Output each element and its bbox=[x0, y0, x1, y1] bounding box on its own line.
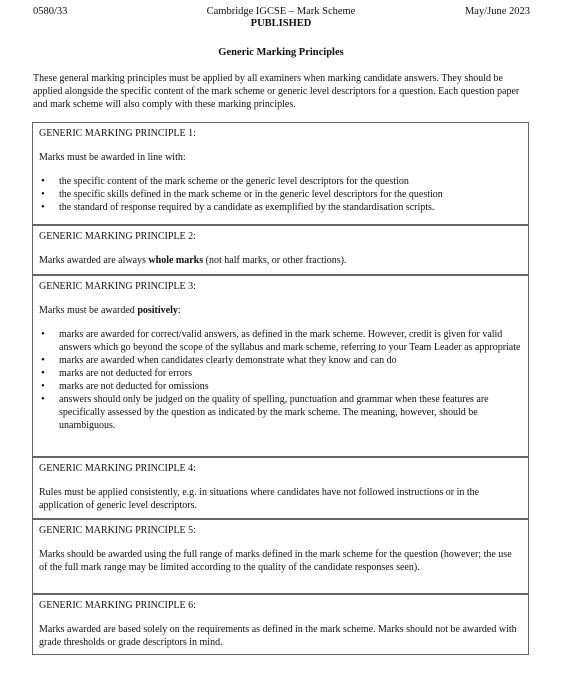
principle-5-heading: GENERIC MARKING PRINCIPLE 5: bbox=[39, 525, 196, 536]
principle-3-heading: GENERIC MARKING PRINCIPLE 3: bbox=[39, 281, 196, 292]
principle-6-heading: GENERIC MARKING PRINCIPLE 6: bbox=[39, 600, 196, 611]
principle-2-heading: GENERIC MARKING PRINCIPLE 2: bbox=[39, 231, 196, 242]
list-item: • the specific content of the mark scheme or the generic level descriptors for the question bbox=[41, 175, 409, 187]
list-item: • marks are awarded when candidates clearly demonstrate what they know and can do bbox=[41, 354, 397, 366]
list-item: • marks are not deducted for omissions bbox=[41, 380, 209, 392]
principle-1-heading: GENERIC MARKING PRINCIPLE 1: bbox=[39, 128, 196, 139]
header-title: Cambridge IGCSE – Mark Scheme bbox=[206, 6, 356, 17]
principle-1-box bbox=[32, 122, 529, 225]
bullet-icon: • bbox=[41, 393, 45, 405]
principle-4-box bbox=[32, 457, 529, 519]
header-published: PUBLISHED bbox=[250, 18, 312, 29]
bullet-icon: • bbox=[41, 201, 45, 213]
principle-5-text: Marks should be awarded using the full range of marks defined in the mark scheme for the question (however; the use of the full mark range may be limited according to the quality of the candidate responses seen). bbox=[39, 549, 512, 573]
principle-4-heading: GENERIC MARKING PRINCIPLE 4: bbox=[39, 463, 196, 474]
list-item: • the specific skills defined in the mark scheme or in the generic level descriptors for the question bbox=[41, 188, 443, 200]
principle-4-text: Rules must be applied consistently, e.g. in situations where candidates have not followed instructions or in the application of generic level descriptors. bbox=[39, 487, 480, 511]
list-item: • marks are awarded for correct/valid answers, as defined in the mark scheme. However, credit is given for valid answers which go beyond the scope of the syllabus and mark scheme, referring to your Team Leader as appropriate bbox=[41, 328, 521, 353]
principle-2-text: Marks awarded are always whole marks (not half marks, or other fractions). bbox=[39, 255, 347, 266]
bullet-icon: • bbox=[41, 188, 45, 200]
principle-5-box bbox=[32, 519, 529, 594]
list-item: • answers should only be judged on the quality of spelling, punctuation and grammar when these features are specifically assessed by the question as indicated by the mark scheme. The meaning, however, should be unambiguous. bbox=[41, 393, 489, 431]
principle-1-bullets bbox=[39, 175, 522, 214]
bullet-icon: • bbox=[41, 367, 45, 379]
principle-3-box bbox=[32, 275, 529, 457]
bullet-icon: • bbox=[41, 354, 45, 366]
principle-3-bullets bbox=[39, 328, 522, 432]
list-item: • the standard of response required by a candidate as exemplified by the standardisation scripts. bbox=[41, 201, 435, 213]
page-title: Generic Marking Principles bbox=[218, 47, 344, 58]
bullet-icon: • bbox=[41, 328, 45, 340]
intro-paragraph: These general marking principles must be applied by all examiners when marking candidate answers. They should be applied alongside the specific content of the mark scheme or generic level descriptors for a question. Each question paper and mark scheme will also comply with these marking principles. bbox=[33, 73, 520, 110]
exam-session: May/June 2023 bbox=[464, 6, 530, 17]
paper-code: 0580/33 bbox=[33, 6, 68, 17]
list-item: • marks are not deducted for errors bbox=[41, 367, 192, 379]
principle-2-box bbox=[32, 225, 529, 275]
principle-6-box bbox=[32, 594, 529, 655]
principle-1-text: Marks must be awarded in line with: bbox=[39, 152, 186, 163]
principle-6-text: Marks awarded are based solely on the requirements as defined in the mark scheme. Marks should not be awarded with grade thresholds or grade descriptors in mind. bbox=[39, 624, 517, 648]
bullet-icon: • bbox=[41, 380, 45, 392]
bullet-icon: • bbox=[41, 175, 45, 187]
principle-3-text: Marks must be awarded positively: bbox=[39, 305, 181, 316]
